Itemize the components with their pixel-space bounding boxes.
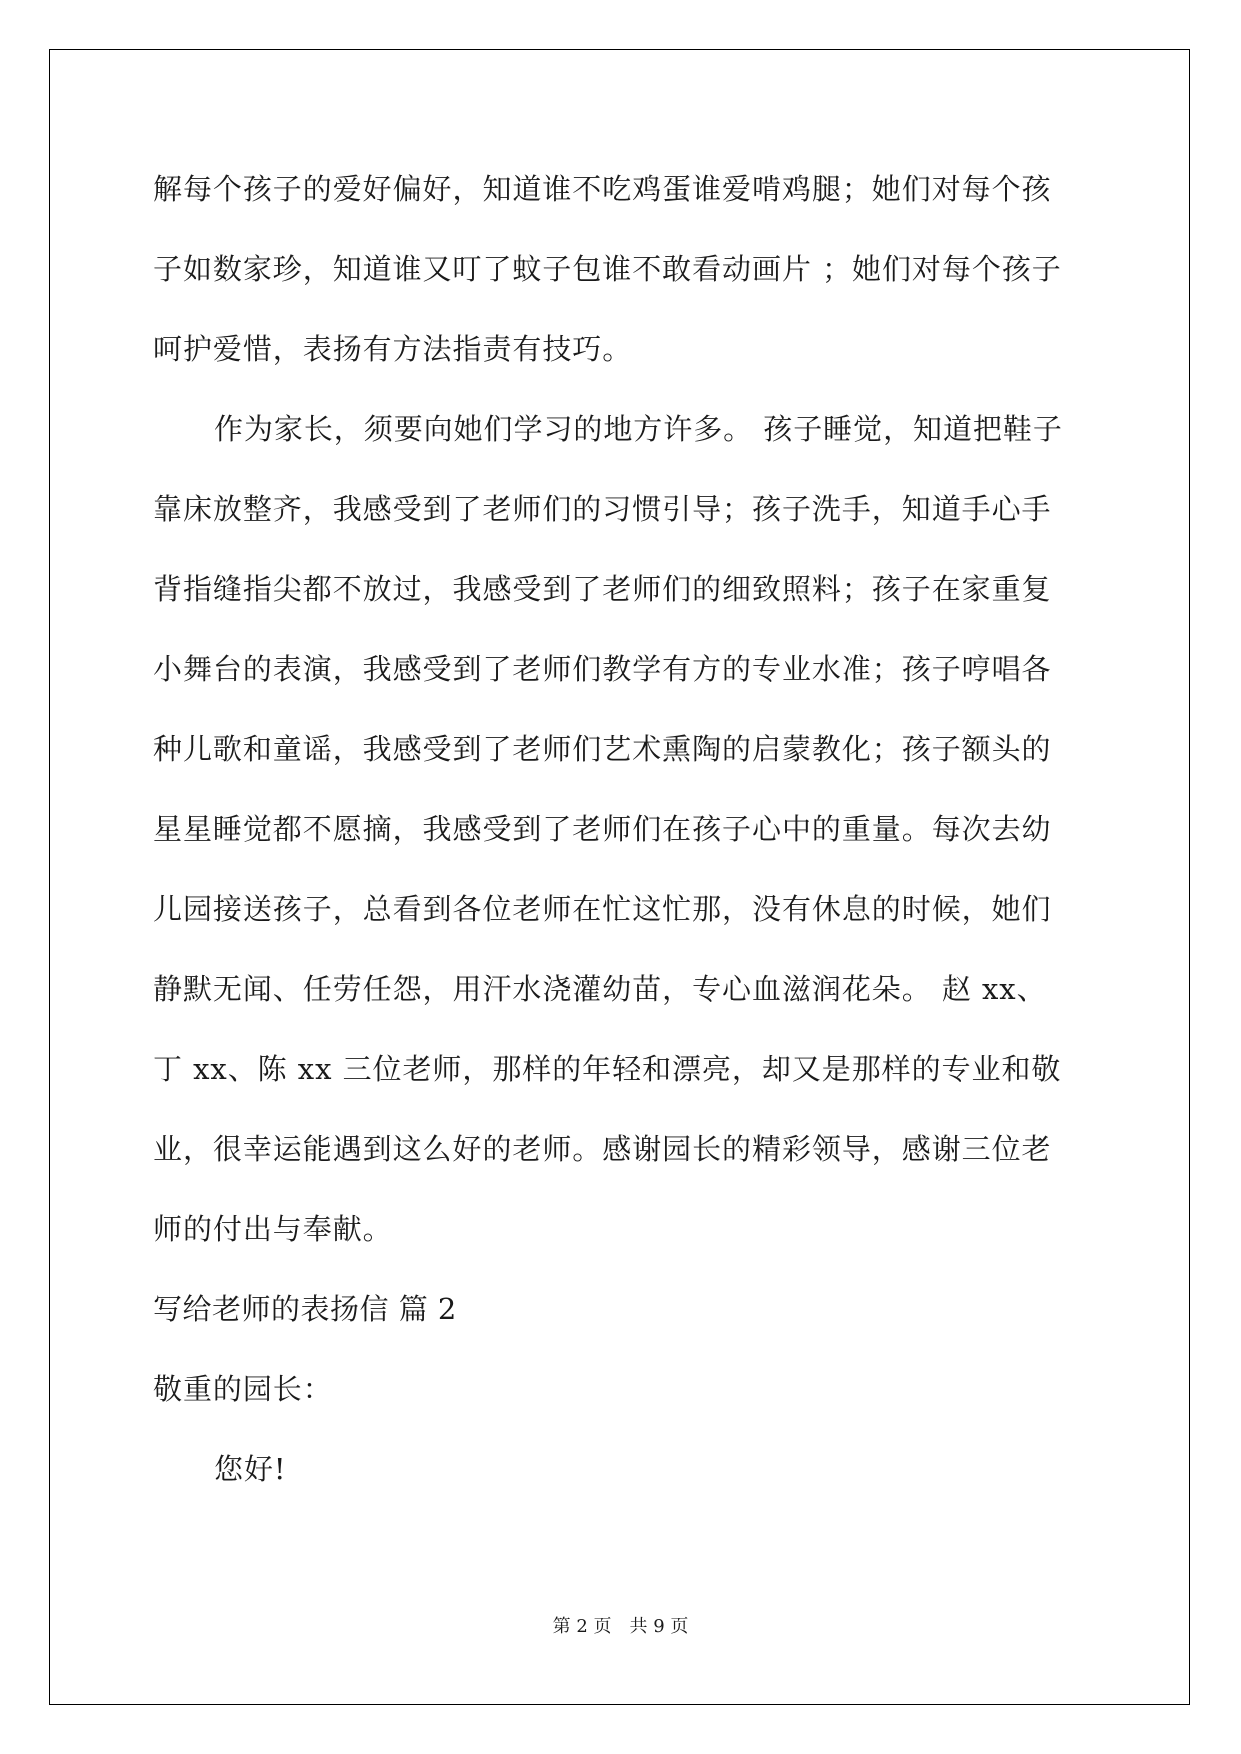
paragraph-line: 靠床放整齐，我感受到了老师们的习惯引导；孩子洗手，知道手心手 — [153, 492, 1052, 526]
section-heading: 写给老师的表扬信 篇 2 — [153, 1292, 457, 1326]
paragraph-line: 种儿歌和童谣，我感受到了老师们艺术熏陶的启蒙教化；孩子额头的 — [153, 732, 1052, 766]
page-number: 第 2 页 — [552, 1616, 612, 1637]
greeting: 您好! — [214, 1452, 287, 1486]
paragraph-line: 作为家长，须要向她们学习的地方许多。 孩子睡觉，知道把鞋子 — [214, 412, 1063, 446]
paragraph-line: 呵护爱惜，表扬有方法指责有技巧。 — [153, 332, 633, 366]
page-total: 共 9 页 — [629, 1616, 689, 1637]
paragraph-line: 星星睡觉都不愿摘，我感受到了老师们在孩子心中的重量。每次去幼 — [153, 812, 1052, 846]
paragraph-line: 解每个孩子的爱好偏好，知道谁不吃鸡蛋谁爱啃鸡腿；她们对每个孩 — [153, 172, 1052, 206]
paragraph-line: 师的付出与奉献。 — [153, 1212, 393, 1246]
paragraph-line: 静默无闻、任劳任怨，用汗水浇灌幼苗，专心血滋润花朵。 赵 xx、 — [153, 972, 1047, 1006]
salutation: 敬重的园长： — [153, 1372, 333, 1406]
page-footer — [0, 1616, 1241, 1638]
paragraph-line: 小舞台的表演，我感受到了老师们教学有方的专业水准；孩子哼唱各 — [153, 652, 1052, 686]
paragraph-line: 背指缝指尖都不放过，我感受到了老师们的细致照料；孩子在家重复 — [153, 572, 1052, 606]
paragraph-line: 业，很幸运能遇到这么好的老师。感谢园长的精彩领导，感谢三位老 — [153, 1132, 1052, 1166]
paragraph-line: 儿园接送孩子，总看到各位老师在忙这忙那，没有休息的时候，她们 — [153, 892, 1052, 926]
paragraph-line: 子如数家珍，知道谁又叮了蚊子包谁不敢看动画片 ；她们对每个孩子 — [153, 252, 1062, 286]
paragraph-line: 丁 xx、陈 xx 三位老师，那样的年轻和漂亮，却又是那样的专业和敬 — [153, 1052, 1062, 1086]
